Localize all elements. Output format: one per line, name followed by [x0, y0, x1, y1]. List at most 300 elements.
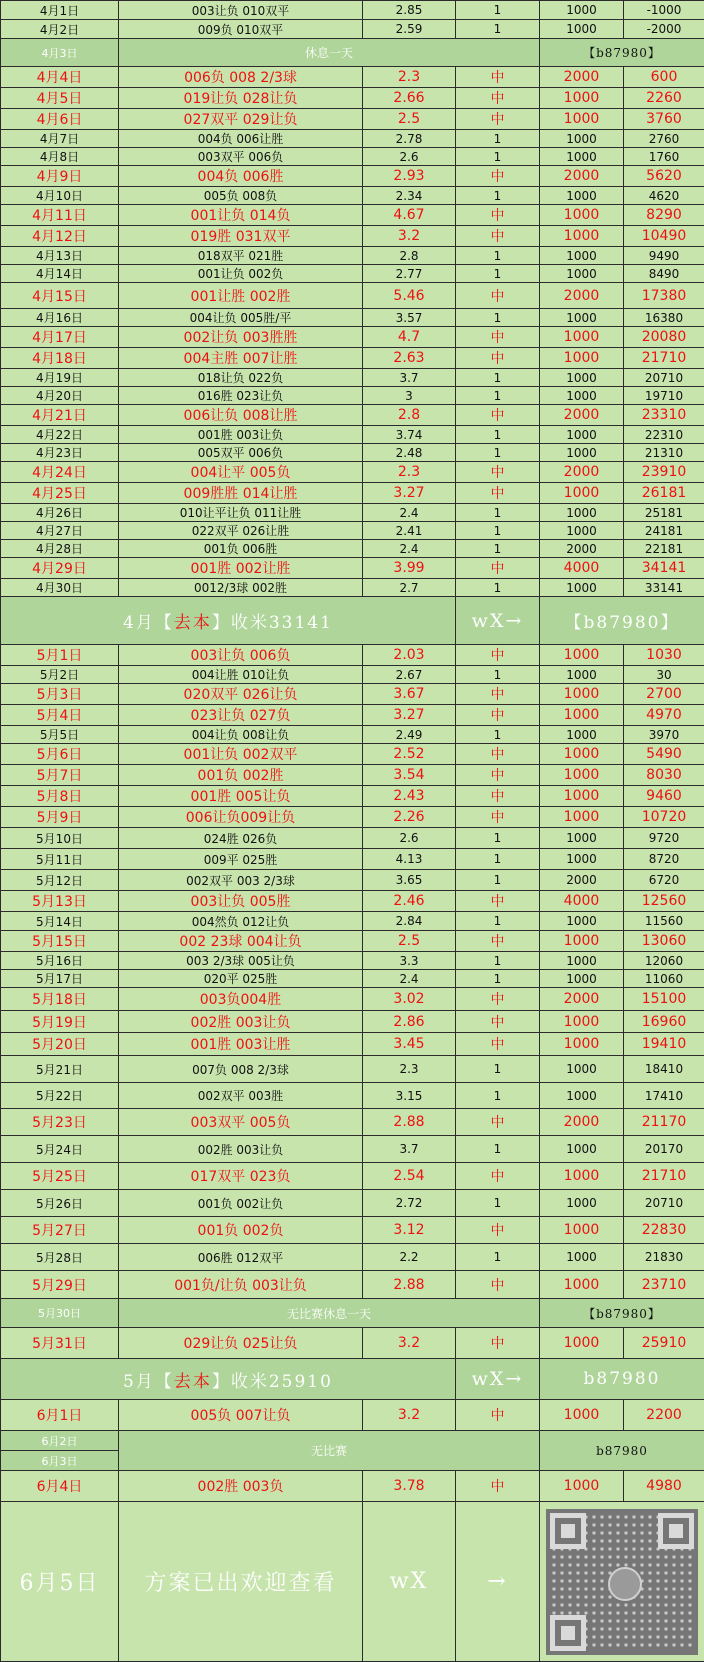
- record-row: [1, 1083, 704, 1109]
- date-cell: 5月3日: [1, 684, 119, 705]
- stake-cell: 1000: [540, 483, 624, 504]
- record-row: [1, 283, 704, 309]
- odds-cell: 2.2: [363, 1244, 456, 1271]
- result-cell: 1: [456, 666, 540, 684]
- stake-cell: 4000: [540, 891, 624, 912]
- match-cell: 004主胜 007让胜: [119, 348, 363, 369]
- date-cell: 5月21日: [1, 1056, 119, 1083]
- match-cell: 007负 008 2/3球: [119, 1056, 363, 1083]
- may-last-record: [1, 1328, 704, 1359]
- date-cell: 5月16日: [1, 952, 119, 970]
- date-cell: 5月13日: [1, 891, 119, 912]
- odds-cell: 2.43: [363, 786, 456, 807]
- match-cell: 004让胜 010让负: [119, 666, 363, 684]
- date-cell: 5月22日: [1, 1083, 119, 1109]
- match-cell: 004负 006胜: [119, 166, 363, 187]
- date-cell: 4月22日: [1, 426, 119, 444]
- stake-cell: 2000: [540, 405, 624, 426]
- match-cell: 006负 008 2/3球: [119, 67, 363, 88]
- record-row: [1, 265, 704, 283]
- date-cell: 4月23日: [1, 444, 119, 462]
- total-cell: 3760: [624, 109, 704, 130]
- stake-cell: 1000: [540, 504, 624, 522]
- odds-cell: 4.67: [363, 205, 456, 226]
- result-cell: 1: [456, 1190, 540, 1217]
- odds-cell: 2.3: [363, 462, 456, 483]
- odds-cell: 4.7: [363, 327, 456, 348]
- date-cell: 5月17日: [1, 970, 119, 988]
- stake-cell: 1000: [540, 309, 624, 327]
- record-row: [1, 1190, 704, 1217]
- record-row: [1, 1033, 704, 1056]
- total-cell: 25910: [624, 1328, 704, 1359]
- qr-finder: [658, 1513, 694, 1549]
- date-cell: 4月16日: [1, 309, 119, 327]
- result-cell: 中: [456, 109, 540, 130]
- stake-cell: 4000: [540, 558, 624, 579]
- date-cell: 5月6日: [1, 744, 119, 765]
- total-cell: 9490: [624, 247, 704, 265]
- total-cell: 1760: [624, 148, 704, 166]
- record-row: [1, 20, 704, 39]
- summary-keyword: 去本: [174, 1372, 212, 1392]
- date-cell: 5月31日: [1, 1328, 119, 1359]
- summary-month: 5月: [123, 1372, 155, 1392]
- odds-cell: 2.88: [363, 1109, 456, 1136]
- match-cell: 020双平 026让负: [119, 684, 363, 705]
- date-cell: 5月9日: [1, 807, 119, 828]
- result-cell: 1: [456, 387, 540, 405]
- record-row: [1, 187, 704, 205]
- record-row: [1, 148, 704, 166]
- date-cell: 4月10日: [1, 187, 119, 205]
- match-cell: 002胜 003让负: [119, 1011, 363, 1033]
- stake-cell: 1000: [540, 387, 624, 405]
- date-cell: 5月24日: [1, 1136, 119, 1163]
- total-cell: 8030: [624, 765, 704, 786]
- match-cell: 023让负 027负: [119, 705, 363, 726]
- record-row: [1, 247, 704, 265]
- result-cell: 中: [456, 348, 540, 369]
- summary-month: 4月: [123, 613, 155, 633]
- total-cell: 8720: [624, 849, 704, 870]
- stake-cell: 1000: [540, 1083, 624, 1109]
- match-cell: 024胜 026负: [119, 828, 363, 849]
- total-cell: 16960: [624, 1011, 704, 1033]
- total-cell: 6720: [624, 870, 704, 891]
- record-row: [1, 483, 704, 504]
- total-cell: 20170: [624, 1136, 704, 1163]
- stake-cell: 1000: [540, 807, 624, 828]
- record-row: [1, 88, 704, 109]
- result-cell: 中: [456, 891, 540, 912]
- odds-cell: 2.77: [363, 265, 456, 283]
- total-cell: 23710: [624, 1271, 704, 1299]
- stake-cell: 1000: [540, 20, 624, 39]
- match-cell: 004让负 005胜/平: [119, 309, 363, 327]
- record-row: [1, 1163, 704, 1190]
- result-cell: 1: [456, 444, 540, 462]
- date-cell: 5月28日: [1, 1244, 119, 1271]
- record-row: [1, 1217, 704, 1244]
- odds-cell: 3.74: [363, 426, 456, 444]
- result-cell: 1: [456, 579, 540, 597]
- odds-cell: 2.93: [363, 166, 456, 187]
- total-cell: 2760: [624, 130, 704, 148]
- total-cell: 11560: [624, 912, 704, 931]
- date-cell: 5月5日: [1, 726, 119, 744]
- match-cell: 029让负 025让负: [119, 1328, 363, 1359]
- match-cell: 005负 007让负: [119, 1400, 363, 1431]
- odds-cell: 3: [363, 387, 456, 405]
- odds-cell: 3.7: [363, 1136, 456, 1163]
- total-cell: -1000: [624, 1, 704, 20]
- qr-finder: [550, 1615, 586, 1651]
- match-cell: 001让负 002双平: [119, 744, 363, 765]
- result-cell: 中: [456, 226, 540, 247]
- stake-cell: 1000: [540, 1136, 624, 1163]
- stake-cell: 1000: [540, 522, 624, 540]
- result-cell: 中: [456, 483, 540, 504]
- record-row: [1, 504, 704, 522]
- record-row: [1, 444, 704, 462]
- date-cell: 4月21日: [1, 405, 119, 426]
- result-cell: 1: [456, 130, 540, 148]
- odds-cell: 2.59: [363, 20, 456, 39]
- result-cell: 1: [456, 1244, 540, 1271]
- date-cell: 4月4日: [1, 67, 119, 88]
- bracket-left: 【: [155, 613, 174, 633]
- odds-cell: 2.4: [363, 504, 456, 522]
- total-cell: 22310: [624, 426, 704, 444]
- match-cell: 001让负 014负: [119, 205, 363, 226]
- stake-cell: 1000: [540, 744, 624, 765]
- record-row: [1, 109, 704, 130]
- date-cell: 4月14日: [1, 265, 119, 283]
- match-cell: 002 23球 004让负: [119, 931, 363, 952]
- odds-cell: 2.63: [363, 348, 456, 369]
- odds-cell: 3.45: [363, 1033, 456, 1056]
- qr-cell: [540, 1502, 704, 1662]
- date-cell: 4月6日: [1, 109, 119, 130]
- stake-cell: 1000: [540, 1056, 624, 1083]
- result-cell: 中: [456, 327, 540, 348]
- stake-cell: 2000: [540, 870, 624, 891]
- match-cell: 003让负 010双平: [119, 1, 363, 20]
- april-summary: [1, 597, 704, 645]
- stake-cell: 1000: [540, 88, 624, 109]
- record-row: [1, 462, 704, 483]
- match-cell: 0012/3球 002胜: [119, 579, 363, 597]
- record-row: [1, 931, 704, 952]
- date-cell: 4月19日: [1, 369, 119, 387]
- total-cell: 13060: [624, 931, 704, 952]
- match-cell: 006让负009让负: [119, 807, 363, 828]
- date-cell: 4月12日: [1, 226, 119, 247]
- total-cell: 21710: [624, 1163, 704, 1190]
- result-cell: 中: [456, 283, 540, 309]
- stake-cell: 1000: [540, 952, 624, 970]
- result-cell: 中: [456, 166, 540, 187]
- result-cell: 1: [456, 1083, 540, 1109]
- stake-cell: 1000: [540, 1471, 624, 1502]
- match-cell: 003负004胜: [119, 988, 363, 1011]
- date-cell: 5月14日: [1, 912, 119, 931]
- may-records: [1, 645, 704, 1299]
- result-cell: 1: [456, 187, 540, 205]
- total-cell: 18410: [624, 1056, 704, 1083]
- contact-id: b87980: [540, 1431, 704, 1471]
- contact-id: 【b87980】: [540, 597, 704, 645]
- match-cell: 003双平 005负: [119, 1109, 363, 1136]
- record-row: [1, 522, 704, 540]
- date-cell: 6月1日: [1, 1400, 119, 1431]
- stake-cell: 1000: [540, 684, 624, 705]
- match-cell: 005双平 006负: [119, 444, 363, 462]
- record-row: [1, 1056, 704, 1083]
- date-cell: 4月11日: [1, 205, 119, 226]
- date-cell: 4月28日: [1, 540, 119, 558]
- total-cell: 12060: [624, 952, 704, 970]
- total-cell: 2700: [624, 684, 704, 705]
- stake-cell: 2000: [540, 988, 624, 1011]
- total-cell: 3970: [624, 726, 704, 744]
- date-cell: 5月23日: [1, 1109, 119, 1136]
- result-cell: 1: [456, 1056, 540, 1083]
- match-cell: 001负 002胜: [119, 765, 363, 786]
- match-cell: 002胜 003让负: [119, 1136, 363, 1163]
- result-cell: 中: [456, 405, 540, 426]
- no-match-note: 无比赛: [119, 1431, 540, 1471]
- odds-cell: 2.8: [363, 247, 456, 265]
- date-cell: 4月15日: [1, 283, 119, 309]
- match-cell: 009负 010双平: [119, 20, 363, 39]
- result-cell: 中: [456, 1163, 540, 1190]
- total-cell: 24181: [624, 522, 704, 540]
- date-cell: 5月18日: [1, 988, 119, 1011]
- stake-cell: 1000: [540, 109, 624, 130]
- stake-cell: 1000: [540, 444, 624, 462]
- total-cell: 11060: [624, 970, 704, 988]
- record-row: [1, 765, 704, 786]
- odds-cell: 3.7: [363, 369, 456, 387]
- total-cell: 30: [624, 666, 704, 684]
- date-cell: 5月7日: [1, 765, 119, 786]
- match-cell: 004然负 012让负: [119, 912, 363, 931]
- record-row: [1, 426, 704, 444]
- date-cell: 4月24日: [1, 462, 119, 483]
- stake-cell: 1000: [540, 645, 624, 666]
- date-cell: 4月25日: [1, 483, 119, 504]
- record-row: [1, 1136, 704, 1163]
- match-cell: 001负 002让负: [119, 1190, 363, 1217]
- promo-text: 方案已出欢迎查看: [119, 1502, 363, 1662]
- total-cell: 5620: [624, 166, 704, 187]
- match-cell: 004让平 005负: [119, 462, 363, 483]
- result-cell: 1: [456, 828, 540, 849]
- contact-id: 【b87980】: [540, 39, 704, 67]
- match-cell: 003双平 006负: [119, 148, 363, 166]
- promo-row: [1, 1502, 704, 1662]
- result-cell: 1: [456, 540, 540, 558]
- date-cell: 6月4日: [1, 1471, 119, 1502]
- rest-note: 无比赛休息一天: [119, 1299, 540, 1328]
- match-cell: 001让胜 002胜: [119, 283, 363, 309]
- total-cell: 600: [624, 67, 704, 88]
- total-cell: 4620: [624, 187, 704, 205]
- total-cell: 21310: [624, 444, 704, 462]
- date-cell: 5月2日: [1, 666, 119, 684]
- date-cell: 5月15日: [1, 931, 119, 952]
- contact-id: 【b87980】: [540, 1299, 704, 1328]
- stake-cell: 1000: [540, 1400, 624, 1431]
- date-cell: 4月5日: [1, 88, 119, 109]
- summary-profit: 收米25910: [231, 1372, 333, 1392]
- result-cell: 中: [456, 786, 540, 807]
- record-row: [1, 130, 704, 148]
- total-cell: 21830: [624, 1244, 704, 1271]
- date-cell: 4月1日: [1, 1, 119, 20]
- record-row: [1, 309, 704, 327]
- result-cell: 中: [456, 1217, 540, 1244]
- date-cell: 6月2日: [1, 1431, 119, 1451]
- result-cell: 中: [456, 1400, 540, 1431]
- match-cell: 009胜胜 014让胜: [119, 483, 363, 504]
- record-row: [1, 327, 704, 348]
- total-cell: 20080: [624, 327, 704, 348]
- result-cell: 中: [456, 931, 540, 952]
- result-cell: 1: [456, 970, 540, 988]
- date-cell: 5月27日: [1, 1217, 119, 1244]
- rest-row: [1, 1299, 704, 1328]
- stake-cell: 1000: [540, 931, 624, 952]
- record-row: [1, 540, 704, 558]
- total-cell: 9460: [624, 786, 704, 807]
- record-row: [1, 988, 704, 1011]
- odds-cell: 2.86: [363, 1011, 456, 1033]
- june-record: [1, 1400, 704, 1431]
- match-cell: 003让负 006负: [119, 645, 363, 666]
- match-cell: 006胜 012双平: [119, 1244, 363, 1271]
- stake-cell: 1000: [540, 1217, 624, 1244]
- stake-cell: 1000: [540, 765, 624, 786]
- stake-cell: 2000: [540, 1109, 624, 1136]
- record-row: [1, 558, 704, 579]
- stake-cell: 1000: [540, 705, 624, 726]
- total-cell: 34141: [624, 558, 704, 579]
- rest-row: [1, 39, 704, 67]
- total-cell: 16380: [624, 309, 704, 327]
- stake-cell: 1000: [540, 1190, 624, 1217]
- match-cell: 001胜 002让胜: [119, 558, 363, 579]
- odds-cell: 2.03: [363, 645, 456, 666]
- result-cell: 中: [456, 558, 540, 579]
- odds-cell: 5.46: [363, 283, 456, 309]
- result-cell: 1: [456, 522, 540, 540]
- match-cell: 001负/让负 003让负: [119, 1271, 363, 1299]
- match-cell: 003让负 005胜: [119, 891, 363, 912]
- match-cell: 019胜 031双平: [119, 226, 363, 247]
- stake-cell: 1000: [540, 849, 624, 870]
- result-cell: 1: [456, 247, 540, 265]
- result-cell: 中: [456, 807, 540, 828]
- match-cell: 001胜 005让负: [119, 786, 363, 807]
- odds-cell: 2.85: [363, 1, 456, 20]
- odds-cell: 3.02: [363, 988, 456, 1011]
- match-cell: 004负 006让胜: [119, 130, 363, 148]
- odds-cell: 3.27: [363, 483, 456, 504]
- match-cell: 004让负 008让负: [119, 726, 363, 744]
- date-cell: 5月4日: [1, 705, 119, 726]
- total-cell: 2260: [624, 88, 704, 109]
- date-cell: 4月27日: [1, 522, 119, 540]
- odds-cell: 3.2: [363, 226, 456, 247]
- odds-cell: 2.46: [363, 891, 456, 912]
- date-cell: 4月29日: [1, 558, 119, 579]
- stake-cell: 1000: [540, 348, 624, 369]
- april-records: [1, 67, 704, 597]
- record-row: [1, 970, 704, 988]
- total-cell: 4980: [624, 1471, 704, 1502]
- result-cell: 中: [456, 1328, 540, 1359]
- total-cell: 12560: [624, 891, 704, 912]
- summary-profit: 收米33141: [231, 613, 333, 633]
- date-cell: 5月26日: [1, 1190, 119, 1217]
- total-cell: 15100: [624, 988, 704, 1011]
- june-record: [1, 1471, 704, 1502]
- total-cell: 17410: [624, 1083, 704, 1109]
- stake-cell: 1000: [540, 828, 624, 849]
- stake-cell: 1000: [540, 265, 624, 283]
- total-cell: 22830: [624, 1217, 704, 1244]
- total-cell: 5490: [624, 744, 704, 765]
- bracket-right: 】: [212, 1372, 231, 1392]
- stake-cell: 1000: [540, 1033, 624, 1056]
- total-cell: 23910: [624, 462, 704, 483]
- stake-cell: 1000: [540, 1244, 624, 1271]
- result-cell: 1: [456, 726, 540, 744]
- stake-cell: 1000: [540, 1011, 624, 1033]
- result-cell: 1: [456, 1, 540, 20]
- odds-cell: 3.78: [363, 1471, 456, 1502]
- result-cell: 1: [456, 309, 540, 327]
- stake-cell: 1000: [540, 247, 624, 265]
- odds-cell: 3.2: [363, 1328, 456, 1359]
- match-cell: 003 2/3球 005让负: [119, 952, 363, 970]
- total-cell: 22181: [624, 540, 704, 558]
- odds-cell: 3.67: [363, 684, 456, 705]
- result-cell: 中: [456, 765, 540, 786]
- record-row: [1, 849, 704, 870]
- record-row: [1, 579, 704, 597]
- odds-cell: 3.3: [363, 952, 456, 970]
- date-cell: 5月1日: [1, 645, 119, 666]
- total-cell: 4970: [624, 705, 704, 726]
- odds-cell: 3.27: [363, 705, 456, 726]
- odds-cell: 2.5: [363, 109, 456, 130]
- total-cell: 10490: [624, 226, 704, 247]
- month-summary: [1, 597, 456, 645]
- stake-cell: 2000: [540, 540, 624, 558]
- result-cell: 中: [456, 67, 540, 88]
- date-cell: 5月12日: [1, 870, 119, 891]
- stake-cell: 1000: [540, 1271, 624, 1299]
- result-cell: 1: [456, 426, 540, 444]
- match-cell: 010让平让负 011让胜: [119, 504, 363, 522]
- total-cell: -2000: [624, 20, 704, 39]
- date-cell: 4月7日: [1, 130, 119, 148]
- match-cell: 016胜 023让负: [119, 387, 363, 405]
